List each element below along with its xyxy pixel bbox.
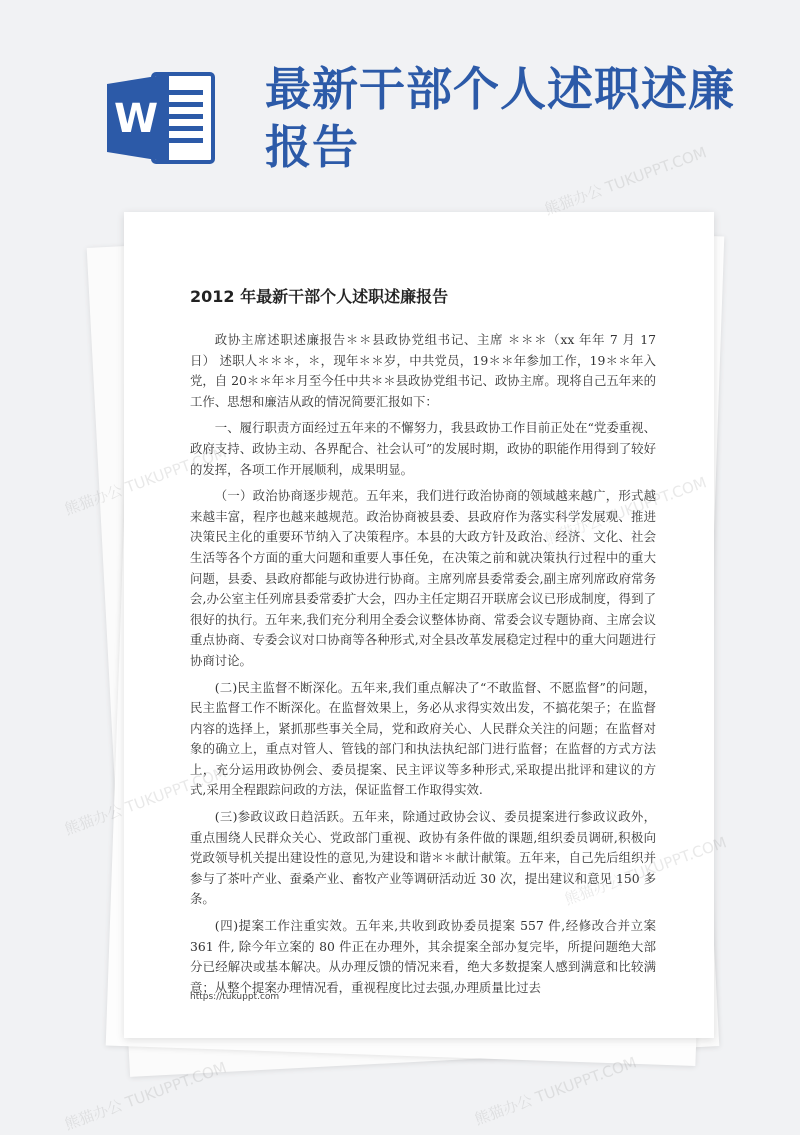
paragraph-duties: 一、履行职责方面经过五年来的不懈努力，我县政协工作目前正处在“党委重视、政府支持、政协主动、各界配合、社会认可”的发展时期，政协的职能作用得到了较好的发挥，各项工作开展顺利，成果明显。 [190, 420, 656, 477]
document-body [190, 330, 656, 1004]
watermark: 熊猫办公 TUKUPPT.COM [62, 1058, 229, 1134]
document-title: 2012 年最新干部个人述职述廉报告 [190, 287, 449, 306]
paragraph-supervision: (二)民主监督不断深化。五年来,我们重点解决了“不敢监督、不愿监督”的问题，民主监督工作不断深化。在监督效果上，务必从求得实效出发，不搞花架子；在监督内容的选择上，紧抓那些事关全局，党和政府关心、人民群众关注的问题；在监督对象的确立上，重点对管人、管钱的部门和执法执纪部门进行监督；在监督的方式方法上，充分运用政协例会、委员提案、民主评议等多种形式,采取提出批评和建议的方式,采用全程跟踪问政的方法，保证监督工作取得实效. [190, 679, 656, 798]
header-banner [0, 0, 800, 200]
page-title: 最新干部个人述职述廉报告 [265, 62, 735, 174]
watermark: 熊猫办公 TUKUPPT.COM [472, 1053, 639, 1129]
paragraph-proposals: (四)提案工作注重实效。五年来,共收到政协委员提案 557 件,经修改合并立案 361 件, 除今年立案的 80 件正在办理外，其余提案全部办复完毕，所提问题绝大部分已经解决或基本解决。从办理反馈的情况来看，绝大多数提案人感到满意和比较满意；从整个提案办理情况看，重视程度比过去强,办理质量比过去 [190, 918, 656, 995]
watermark: 熊猫办公 [62, 481, 125, 519]
footer-url: https://tukuppt.com [190, 992, 280, 1002]
word-icon-letter: W [113, 96, 159, 142]
watermark: 熊猫办公 [62, 801, 125, 839]
watermark: 熊猫办公 TUKUPPT.COM [542, 143, 709, 219]
document-page [124, 212, 714, 1038]
paragraph-participation: (三)参政议政日趋活跃。五年来，除通过政协会议、委员提案进行参政议政外，重点围绕人民群众关心、党政部门重视、政协有条件做的课题,组织委员调研,积极向党政领导机关提出建设性的意见,为建设和谐＊＊献计献策。五年来，自己先后组织并参与了茶叶产业、蚕桑产业、畜牧产业等调研活动近 30 次，提出建议和意见 150 多条。 [190, 809, 656, 907]
paragraph-intro: 政协主席述职述廉报告＊＊县政协党组书记、主席 ＊＊＊（xx 年年 7 月 17 日） 述职人＊＊＊，＊，现年＊＊岁，中共党员，19＊＊年参加工作，19＊＊年入党，自 20＊＊年＊月至今任中共＊＊县政协党组书记、政协主席。现将自己五年来的工作、思想和廉洁从政的情况简要汇报如下： [190, 332, 656, 409]
word-document-icon [107, 72, 217, 164]
paragraph-consultation: （一）政治协商逐步规范。五年来，我们进行政治协商的领域越来越广，形式越来越丰富，程序也越来越规范。政治协商被县委、县政府作为落实科学发展观、推进决策民主化的重要环节纳入了决策程序。本县的大政方针及政治、经济、文化、社会生活等各个方面的重大问题和重要人事任免，在决策之前和就决策执行过程中的重大问题，县委、县政府都能与政协进行协商。主席列席县委常委会,副主席列席政府常务会,办公室主任列席县委常委扩大会，四办主任定期召开联席会议已形成制度，得到了很好的执行。五年来,我们充分利用全委会议整体协商、常委会议专题协商、主席会议重点协商、专委会议对口协商等各种形式,对全县改革发展稳定过程中的重大问题进行协商讨论。 [190, 488, 656, 668]
